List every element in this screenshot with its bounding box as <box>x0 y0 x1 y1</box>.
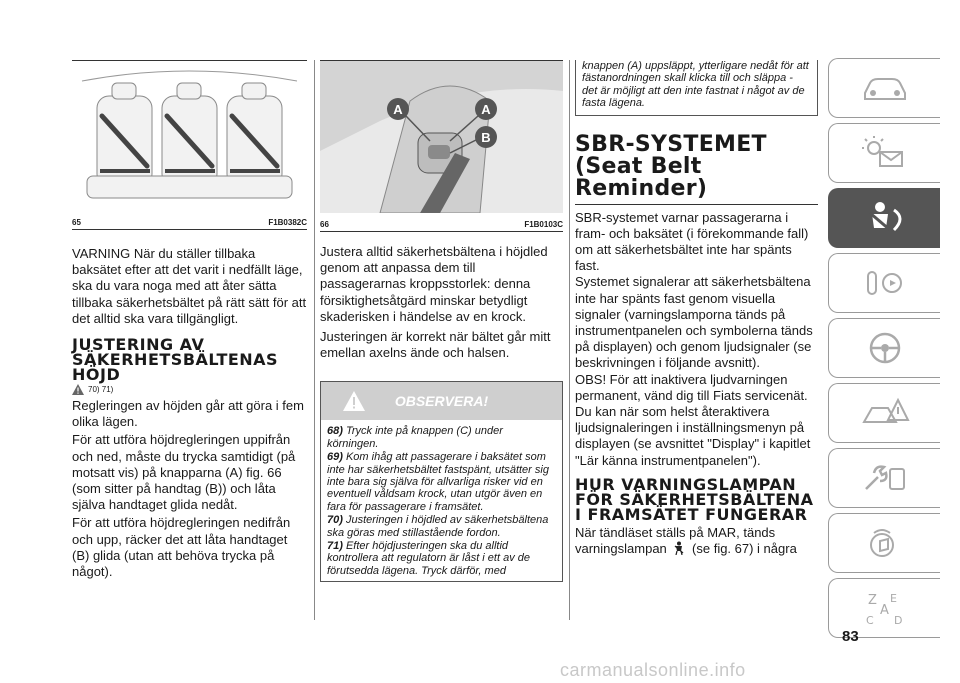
svg-text:Z: Z <box>867 593 877 608</box>
belt-height-adjuster-illustration <box>320 61 563 213</box>
figure-number: 66 <box>320 220 329 229</box>
svg-text:C: C <box>865 614 874 627</box>
callout-a: A <box>481 102 491 117</box>
paragraph-text: (se fig. 67) i några <box>692 541 797 557</box>
tab-emergency[interactable] <box>828 383 940 443</box>
steering-icon <box>860 330 910 366</box>
tab-multimedia[interactable] <box>828 513 940 573</box>
note-text: knappen (A) uppsläppt, ytterligare nedåt för att fästanordningen skall klicka till och släppa - det är möjligt att den inte fastnat i något av de fasta lägena. <box>582 60 809 110</box>
notice-continuation <box>575 60 818 116</box>
multimedia-icon <box>860 525 910 561</box>
paragraph: Regleringen av höjden går att göra i fem olika lägen. <box>72 398 304 430</box>
paragraph: Systemet signalerar att säkerhetsbältena inte har spänts fast genom visuella signaler (varningslamporna tänds på instrumentpanelen och symbolerna tänds på displayen) och genom ljudsignaler (se beskrivningen i följande avsnitt). <box>575 274 813 371</box>
svg-text:D: D <box>893 614 902 627</box>
note-references <box>72 384 307 395</box>
note-item <box>327 451 556 513</box>
tab-starting[interactable] <box>828 253 940 313</box>
svg-text:A: A <box>879 603 889 618</box>
column-1 <box>72 60 307 580</box>
warning-lights-icon <box>860 136 910 170</box>
note-number: 68) <box>327 425 343 438</box>
column-divider <box>569 60 570 620</box>
emergency-icon <box>860 396 910 430</box>
note-number: 69) <box>327 451 343 464</box>
note-item <box>327 514 556 539</box>
paragraph: OBS! För att inaktivera ljudvarningen permanent, vänd dig till Fiats servicenät. Du kan när som helst återaktivera ljudsignaleringen i inställningsmenyn på displayen (se avsnittet "Display" i kapitlet "Lär känna instrumentpanelen"). <box>575 371 811 468</box>
figure-caption <box>320 218 563 232</box>
paragraph-text: varningslampan <box>575 541 667 557</box>
car-icon <box>860 73 910 103</box>
column-divider <box>314 60 315 620</box>
notice-header <box>321 382 562 420</box>
callout-a: A <box>393 102 403 117</box>
maintenance-icon <box>860 461 910 495</box>
section-heading-height-adjust: JUSTERING AV SÄKERHETSBÄLTENAS HÖJD <box>72 335 279 385</box>
chapter-tabs <box>828 58 940 643</box>
paragraph: SBR-systemet varnar passagerarna i fram- och baksätet (i förekommande fall) om att säkerhetsbältet inte har spänts fast. <box>575 209 809 274</box>
starting-icon <box>860 266 910 300</box>
notice-title: OBSERVERA! <box>394 393 489 410</box>
warning-triangle-icon <box>343 391 365 411</box>
svg-text:E: E <box>889 592 897 605</box>
warning-triangle-icon <box>72 384 84 395</box>
seats-illustration <box>72 61 307 211</box>
notice-box <box>320 381 563 582</box>
paragraph: För att utföra höjdregleringen uppifrån och ned, måste du trycka samtidigt (på motsatt vis) på knapparna (A) fig. 66 (som sitter på handtag (B)) och låta själva handtaget glida nedåt. <box>72 432 296 513</box>
watermark: carmanualsonline.info <box>560 660 746 680</box>
note-text: Tryck inte på knappen (C) under körningen. <box>327 425 503 450</box>
note-number: 71) <box>327 540 343 553</box>
note-text: Efter höjdjusteringen ska du alltid kontrollera att regulatorn är låst i ett av de förutsedda lägena. Tryck därför, med <box>327 540 530 577</box>
reference-numbers: 70) 71) <box>88 385 114 395</box>
paragraph <box>575 525 818 557</box>
tab-warning-lights[interactable] <box>828 123 940 183</box>
column-2 <box>320 60 563 582</box>
page-number: 83 <box>842 628 859 645</box>
paragraph: Justeringen är korrekt när bältet går mitt emellan axelns ände och halsen. <box>320 329 551 361</box>
callout-b: B <box>481 130 491 145</box>
tab-safety[interactable] <box>828 188 940 248</box>
seatbelt-warning-icon <box>673 541 685 555</box>
note-text: Kom ihåg att passagerare i baksätet som inte har säkerhetsbältet fastspänt, utsätter sig inte bara sig själva för allvarliga risker vid en eventuell våldsam krock, utan utgör även en fara för passagerare i framsätet. <box>327 451 549 513</box>
warning-paragraph: VARNING När du ställer tillbaka baksätet efter att det varit i nedfällt läge, ska du vara noga med att åter sätta tillbaka säkerhetsbältet på rätt sätt för att det alltid ska vara tillgängligt. <box>72 246 307 326</box>
figure-code: F1B0103C <box>524 220 563 229</box>
column-3 <box>575 60 818 557</box>
figure-65 <box>72 60 307 230</box>
figure-66 <box>320 60 563 232</box>
note-item <box>327 425 556 450</box>
paragraph: För att utföra höjdregleringen nedifrån och upp, räcker det att låta handtaget (B) glida (utan att behöva trycka på något). <box>72 515 291 580</box>
safety-icon <box>860 200 910 236</box>
paragraph-text: När tändläset ställs på MAR, tänds <box>575 524 776 540</box>
tab-steering[interactable] <box>828 318 940 378</box>
note-item <box>327 540 556 577</box>
figure-number: 65 <box>72 218 81 227</box>
section-heading-front-lamp: HUR VARNINGSLAMPAN FÖR SÄKERHETSBÄLTENA I FRAMSÄTET FUNGERAR <box>575 474 814 524</box>
figure-caption <box>72 216 307 230</box>
index-icon <box>860 588 910 628</box>
notice-body <box>321 420 562 581</box>
note-text: Justeringen i höjdled av säkerhetsbältena ska göras med stillastående fordon. <box>327 514 549 539</box>
section-heading-sbr: SBR-SYSTEMET (Seat Belt Reminder) <box>575 134 818 205</box>
tab-maintenance[interactable] <box>828 448 940 508</box>
note-number: 70) <box>327 514 343 527</box>
tab-car[interactable] <box>828 58 940 118</box>
figure-code: F1B0382C <box>268 218 307 227</box>
paragraph: Justera alltid säkerhetsbältena i höjdled genom att anpassa dem till passagerarnas kroppsstorlek: denna försiktighetsåtgärd minskar betydligt skaderisken i händelse av en krock. <box>320 244 548 324</box>
